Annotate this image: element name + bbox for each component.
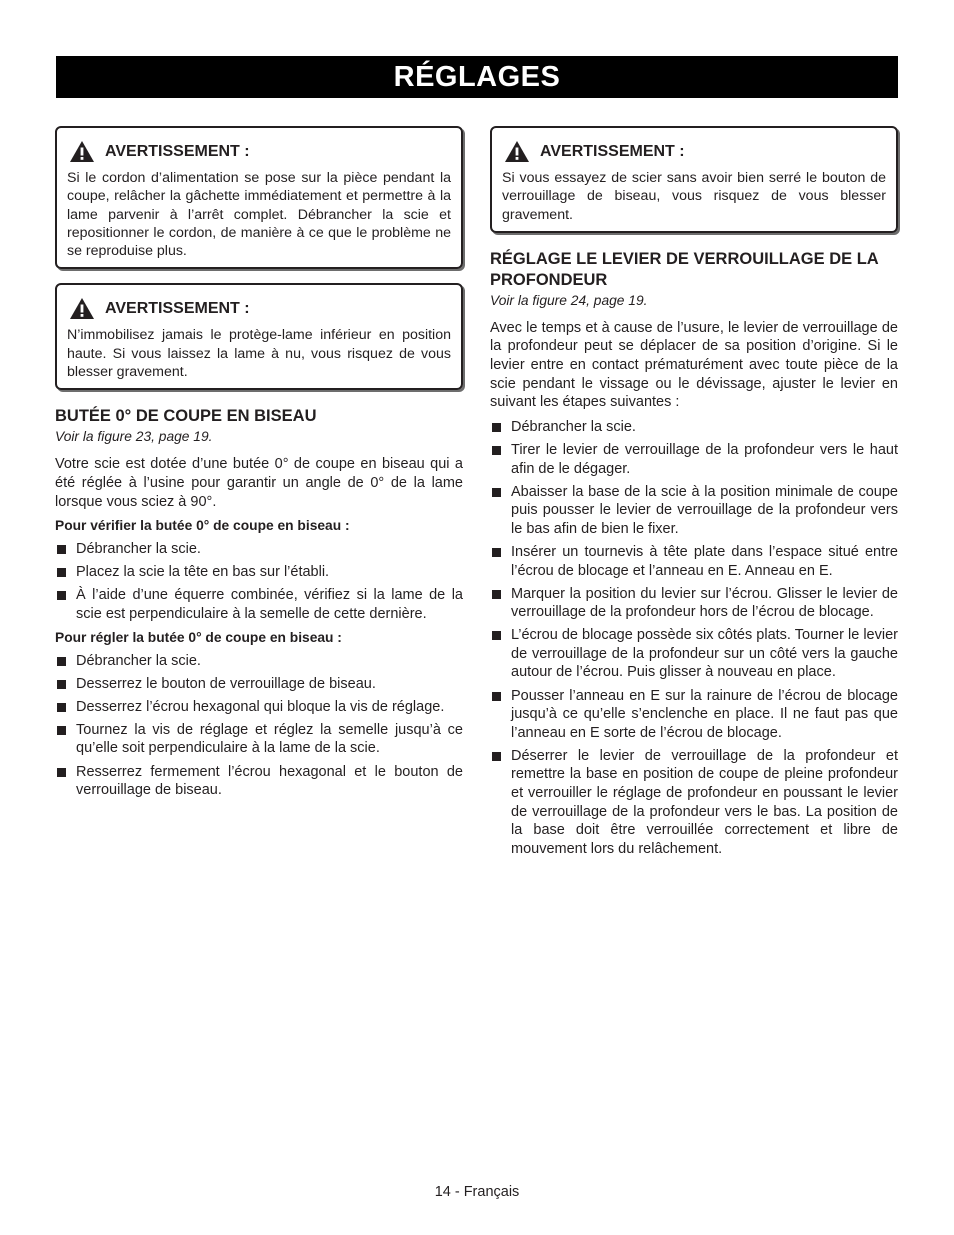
warning-triangle-icon — [69, 297, 95, 320]
warning-box-guard — [55, 283, 463, 390]
warning-triangle-icon — [504, 140, 530, 163]
left-column — [55, 126, 463, 805]
section-heading-depth-lever: RÉGLAGE LE LEVIER DE VERROUILLAGE DE LA PROFONDEUR — [490, 249, 879, 289]
warning-title: AVERTISSEMENT : — [105, 142, 250, 160]
page-footer: 14 - Français — [434, 1184, 520, 1200]
section-heading-bevel-stop: BUTÉE 0° DE COUPE EN BISEAU — [55, 407, 317, 426]
warning-text: N’immobilisez jamais le protège-lame inférieur en position haute. Si vous laissez la lame à nu, vous risquez de vous blesser gravement. — [67, 327, 451, 381]
warning-box-bevel-lock — [490, 126, 898, 233]
list-item: Débrancher la scie. — [55, 540, 463, 559]
list-item: Abaisser la base de la scie à la position minimale de coupe puis pousser le levier de verrouillage de la profondeur vers le bas afin de bien le fixer. — [490, 483, 898, 539]
warning-text: Si vous essayez de scier sans avoir bien serré le bouton de verrouillage de biseau, vous risquez de vous blesser gravement. — [502, 170, 886, 223]
depth-lever-steps-list — [490, 418, 898, 859]
warning-triangle-icon — [69, 140, 95, 163]
warning-header — [67, 140, 451, 163]
list-item: Marquer la position du levier sur l’écrou. Glisser le levier de verrouillage de la profondeur hors de l’écrou de blocage. — [490, 585, 898, 622]
page-title: RÉGLAGES — [56, 56, 898, 98]
list-item: Resserrez fermement l’écrou hexagonal et le bouton de verrouillage de biseau. — [55, 763, 463, 800]
list-item: Placez la scie la tête en bas sur l’établi. — [55, 563, 463, 582]
list-item: Tirer le levier de verrouillage de la profondeur vers le haut afin de le dégager. — [490, 441, 898, 478]
intro-paragraph: Votre scie est dotée d’une butée 0° de coupe en biseau qui a été réglée à l’usine pour garantir un angle de 0° de la lame lorsque vous sciez à 90°. — [55, 456, 463, 510]
warning-text: Si le cordon d’alimentation se pose sur la pièce pendant la coupe, relâcher la gâchette immédiatement et permettre à la lame parvenir à l’arrêt complet. Débrancher la scie et repositionner le cordon, de manière à ce que le problème ne se reproduise plus. — [67, 170, 451, 260]
list-item: L’écrou de blocage possède six côtés plats. Tourner le levier de verrouillage de la profondeur sur un côté vers la gauche autour de l’écrou. Puis glisser à nouveau en place. — [490, 626, 898, 682]
check-steps-list — [55, 540, 463, 623]
check-subheading: Pour vérifier la butée 0° de coupe en biseau : — [55, 518, 350, 534]
adjust-subheading: Pour régler la butée 0° de coupe en biseau : — [55, 629, 342, 645]
list-item: Pousser l’anneau en E sur la rainure de l’écrou de blocage jusqu’à ce qu’elle s’enclenche en place. Il ne faut pas que l’anneau en E sorte de l’écrou de blocage. — [490, 687, 898, 743]
figure-reference: Voir la figure 24, page 19. — [490, 292, 648, 308]
list-item: Desserrez le bouton de verrouillage de biseau. — [55, 675, 463, 694]
list-item: Desserrez l’écrou hexagonal qui bloque la vis de réglage. — [55, 698, 463, 717]
warning-title: AVERTISSEMENT : — [105, 299, 250, 317]
figure-reference: Voir la figure 23, page 19. — [55, 429, 213, 445]
warning-box-cord — [55, 126, 463, 269]
list-item: Tournez la vis de réglage et réglez la semelle jusqu’à ce qu’elle soit perpendiculaire à la lame de la scie. — [55, 721, 463, 758]
list-item: Débrancher la scie. — [55, 652, 463, 671]
intro-paragraph: Avec le temps et à cause de l’usure, le levier de verrouillage de la profondeur peut se déplacer de sa position d’origine. Si le levier entre en contact prématurément avec toute pièce de la scie pendant le vissage ou le dévissage, ajuster le levier en suivant les étapes suivantes : — [490, 319, 898, 411]
right-column — [490, 126, 898, 863]
list-item: Déserrer le levier de verrouillage de la profondeur et remettre la base en position de coupe de pleine profondeur et verrouiller le réglage de profondeur en poussant le levier de verrouillage de la profondeur vers le bas. La position de la base doit être verrouillée correctement et libre de mouvement lors du relâchement. — [490, 747, 898, 859]
list-item: Débrancher la scie. — [490, 418, 898, 437]
list-item: À l’aide d’une équerre combinée, vérifiez si la lame de la scie est perpendiculaire à la semelle de cette dernière. — [55, 586, 463, 623]
warning-header — [67, 297, 451, 320]
warning-title: AVERTISSEMENT : — [540, 142, 685, 160]
warning-header — [502, 140, 886, 163]
list-item: Insérer un tournevis à tête plate dans l’espace situé entre l’écrou de blocage et l’anneau en E. Anneau en E. — [490, 543, 898, 580]
adjust-steps-list — [55, 652, 463, 800]
